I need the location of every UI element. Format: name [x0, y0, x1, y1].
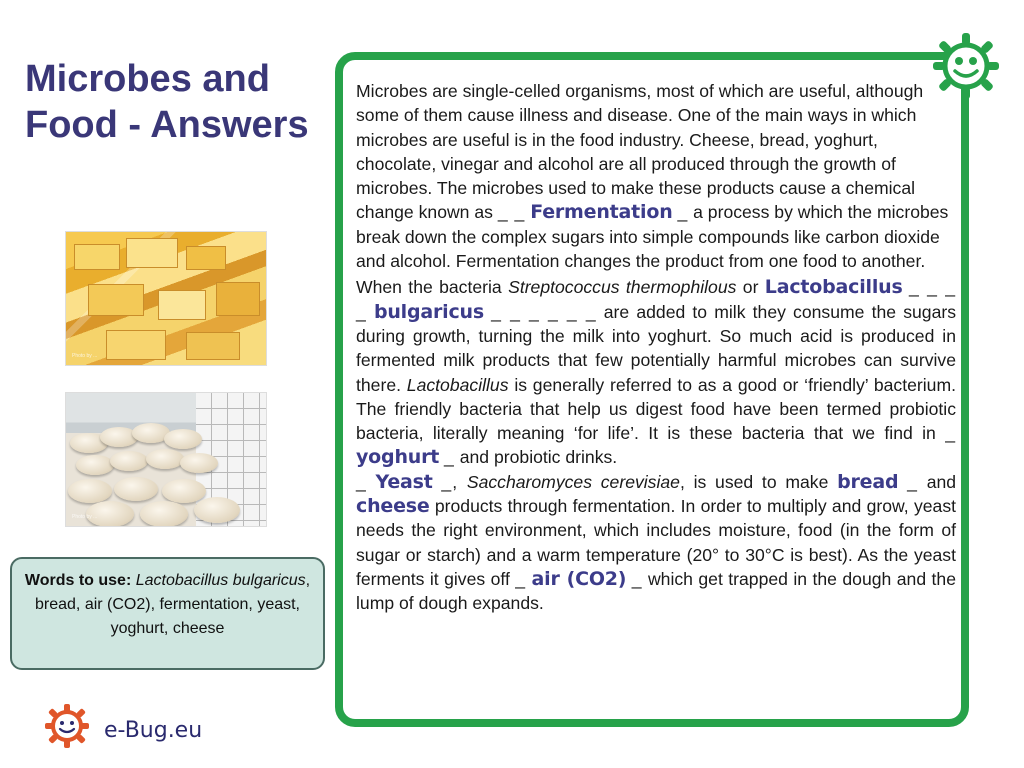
answer-yoghurt: yoghurt [356, 446, 440, 469]
words-to-use-box [10, 557, 325, 670]
p2-blank-3: _ [945, 423, 956, 444]
p3-species: Saccharomyces cerevisiae [466, 471, 680, 492]
p2-blank-2: _ _ _ _ _ _ [491, 301, 597, 322]
p3-blank-1: _ [356, 471, 367, 492]
paragraph-yeast [356, 470, 956, 616]
p1-text-after: a process by which the microbes break down the complex sugars into simple compounds like carbon dioxide and alcohol. Fermentation changes the product from one food to another. [356, 202, 949, 272]
word-species-1: Lactobacillus [135, 572, 229, 589]
cheese-photo-credit: Photo by ... [72, 353, 98, 359]
p3-blank-2: _, [441, 471, 459, 492]
body-text [356, 79, 956, 616]
cheese-photo [65, 231, 267, 366]
answer-cheese: cheese [356, 495, 430, 518]
ebug-logo-icon [45, 704, 89, 748]
p3-text-1: , is used to make [679, 471, 829, 492]
p3-text-4: which get trapped in the dough and the lump of dough expands. [356, 568, 956, 614]
answer-yeast: Yeast [375, 470, 433, 493]
p2-species-2: Lactobacillus [406, 374, 509, 395]
paragraph-yoghurt [356, 275, 956, 469]
p2-blank-1: _ _ _ _ [356, 277, 957, 322]
p2-blank-4: _ [444, 447, 455, 468]
bread-dough-photo [65, 392, 267, 527]
answer-fermentation: Fermentation [530, 201, 673, 224]
paragraph-fermentation [356, 79, 956, 273]
words-label: Words to use: [24, 572, 132, 589]
p2-text-3: are added to milk they consume the sugars during growth, turning the milk into yoghurt. So much acid is produced in fermented milk products that few potentially harmful microbes can survive there. [356, 301, 957, 395]
answer-lactobacillus: Lactobacillus [764, 276, 903, 299]
p3-text-2: and [926, 471, 957, 492]
p1-blank-pre: _ _ [497, 202, 526, 223]
p2-text-5: and probiotic drinks. [459, 447, 618, 468]
p2-text-4: is generally referred to as a good or ‘friendly’ bacterium. The friendly bacteria that help us digest food have been termed probiotic bacteria, literally meaning ‘for life’. It is these bacteria that we find in [356, 374, 956, 444]
answer-air-co2: air (CO2) [531, 567, 627, 590]
answer-bulgaricus: bulgaricus [373, 300, 484, 323]
p3-blank-3: _ [907, 471, 918, 492]
p3-blank-5: _ [631, 568, 643, 589]
word-species-2: bulgaricus [232, 572, 306, 589]
p2-text-2: or [742, 277, 759, 298]
p1-text-before: Microbes are single-celled organisms, most of which are useful, although some of them cause illness and disease. One of the main ways in which microbes are useful is in the food industry. Cheese, bread, yoghurt, chocolate, vinegar and alcohol are all produced through the growth of microbes. The microbes used to make these products cause a chemical change known as [356, 81, 924, 223]
word-list: , bread, air (CO2), fermentation, yeast, yoghurt, cheese [35, 572, 311, 637]
ebug-logo-text: e-Bug.eu [104, 718, 203, 743]
bread-photo-credit: Photo by ... [72, 514, 98, 520]
p3-blank-4: _ [515, 568, 527, 589]
p2-species: Streptococcus thermophilous [508, 277, 737, 298]
answer-bread: bread [837, 470, 899, 493]
p1-blank-post: _ [677, 202, 689, 223]
page-title: Microbes and Food - Answers [25, 58, 309, 146]
p2-text-1: When the bacteria [356, 277, 502, 298]
p3-text-3: products through fermentation. In order to multiply and grow, yeast needs the right environment, which includes moisture, food (in the form of sugar or starch) and a warm temperature (20° to 30°C is best). As the yeast ferments it gives off [356, 496, 956, 589]
